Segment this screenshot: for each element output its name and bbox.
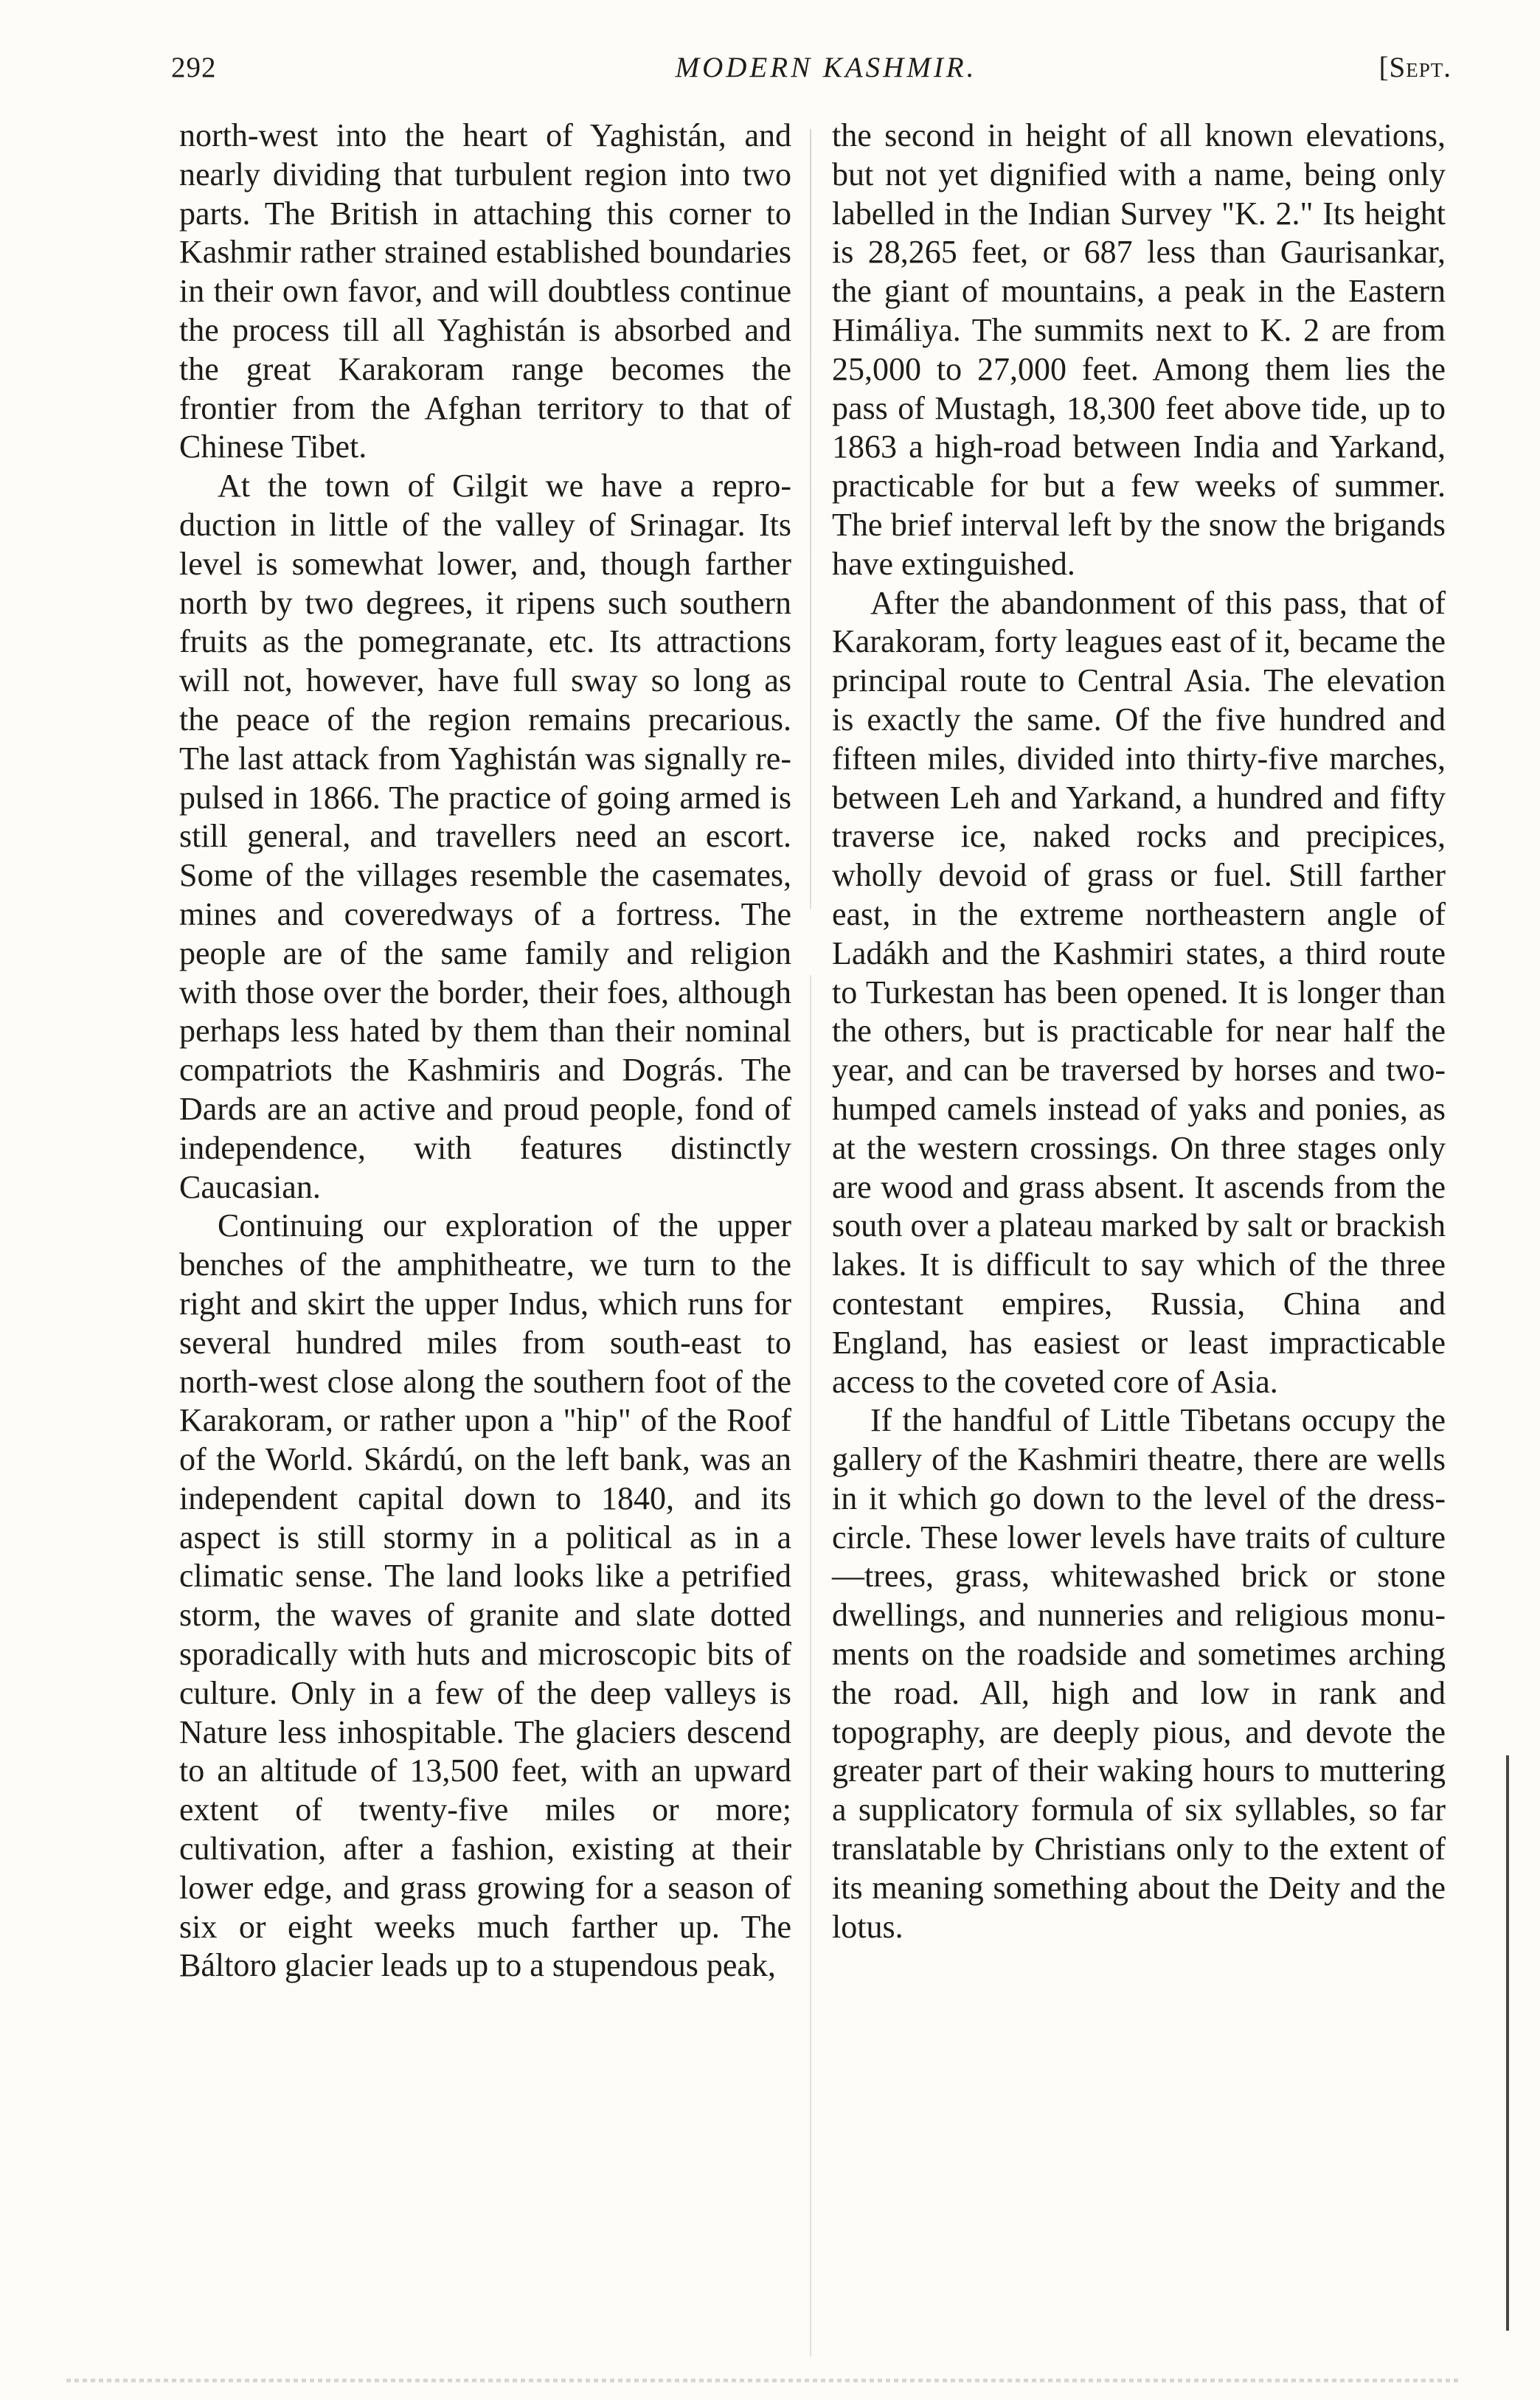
page-number: 292: [171, 52, 217, 83]
scan-edge-line: [1506, 1755, 1509, 2331]
paragraph: Continuing our exploration of the upper benches of the amphitheatre, we turn to the right and skirt the upper Indus, which runs for several hundred miles from south-east to north-west close along the southern foot of the Karakoram, or rather upon a "hip" of the Roof of the World. Skárdú, on the left bank, was an independent capital down to 1840, and its aspect is still stormy in a political as in a climatic sense. The land looks like a petrified storm, the waves of granite and slate dotted sporadically with huts and microscopic bits of culture. Only in a few of the deep valleys is Nature less inhospitable. The glaciers descend to an altitude of 13,500 feet, with an upward extent of twenty-five miles or more; cultivation, after a fashion, existing at their lower edge, and grass growing for a season of six or eight weeks much farther up. The Báltoro glacier leads up to a stupendous peak,: [179, 1207, 791, 1984]
column-divider: [810, 129, 811, 2356]
paragraph: the second in height of all known elevations, but not yet dignified with a name, being only labelled in the Indian Survey "K. 2." Its height is 28,265 feet, or 687 less than Gaurisankar, the giant of mountains, a peak in the Eastern Himáliya. The summits next to K. 2 are from 25,000 to 27,000 feet. Among them lies the pass of Mustagh, 18,300 feet above tide, up to 1863 a high-road between India and Yarkand, practicable for but a few weeks of summer. The brief interval left by the snow the brigands have extinguished.: [832, 117, 1446, 582]
paragraph: At the town of Gilgit we have a reproduction in little of the valley of Srinagar. Its level is somewhat lower, and, though farther north by two degrees, it ripens such southern fruits as the pomegranate, etc. Its attractions will not, however, have full sway so long as the peace of the region remains precarious. The last attack from Yaghistán was signally repulsed in 1866. The practice of going armed is still general, and travellers need an escort. Some of the villages resemble the casemates, mines and coveredways of a fortress. The people are of the same family and religion with those over the border, their foes, although perhaps less hated by them than their nominal compatriots the Kashmiris and Dográs. The Dards are an active and proud people, fond of independence, with features distinctly Caucasian.: [179, 468, 791, 1205]
paragraph: After the abandonment of this pass, that of Karakoram, forty leagues east of it, became the principal route to Central Asia. The elevation is exactly the same. Of the five hundred and fifteen miles, divided into thirty-five marches, between Leh and Yarkand, a hundred and fifty traverse ice, naked rocks and precipices, wholly devoid of grass or fuel. Still farther east, in the extreme northeastern angle of Ladákh and the Kashmiri states, a third route to Turkestan has been opened. It is longer than the others, but is practicable for near half the year, and can be traversed by horses and two-humped camels instead of yaks and ponies, as at the western crossings. On three stages only are wood and grass absent. It ascends from the south over a plateau marked by salt or brackish lakes. It is difficult to say which of the three contestant empires, Russia, China and England, has easiest or least impracticable access to the coveted core of Asia.: [832, 584, 1446, 1400]
running-head: [171, 46, 1451, 90]
left-column: [179, 117, 791, 1985]
scan-bottom-noise: [66, 2379, 1459, 2382]
paragraph: north-west into the heart of Yaghistán, and nearly dividing that turbulent region into two parts. The British in attaching this corner to Kashmir rather strained established boundaries in their own favor, and will doubtless continue the process till all Yaghistán is absorbed and the great Karakoram range becomes the frontier from the Afghan territory to that of Chinese Tibet.: [179, 117, 791, 465]
journal-title: MODERN KASHMIR.: [675, 52, 977, 83]
issue-month: [Sept.: [1378, 52, 1451, 83]
paragraph: If the handful of Little Tibetans occupy the gallery of the Kashmiri theatre, there are wells in it which go down to the level of the dress-circle. These lower levels have traits of culture—trees, grass, whitewashed brick or stone dwellings, and nunneries and religious monuments on the roadside and sometimes arching the road. All, high and low in rank and topography, are deeply pious, and devote the greater part of their waking hours to muttering a supplicatory formula of six syllables, so far translatable by Christians only to the extent of its meaning something about the Deity and the lotus.: [832, 1402, 1446, 1945]
right-column: [832, 117, 1446, 1946]
